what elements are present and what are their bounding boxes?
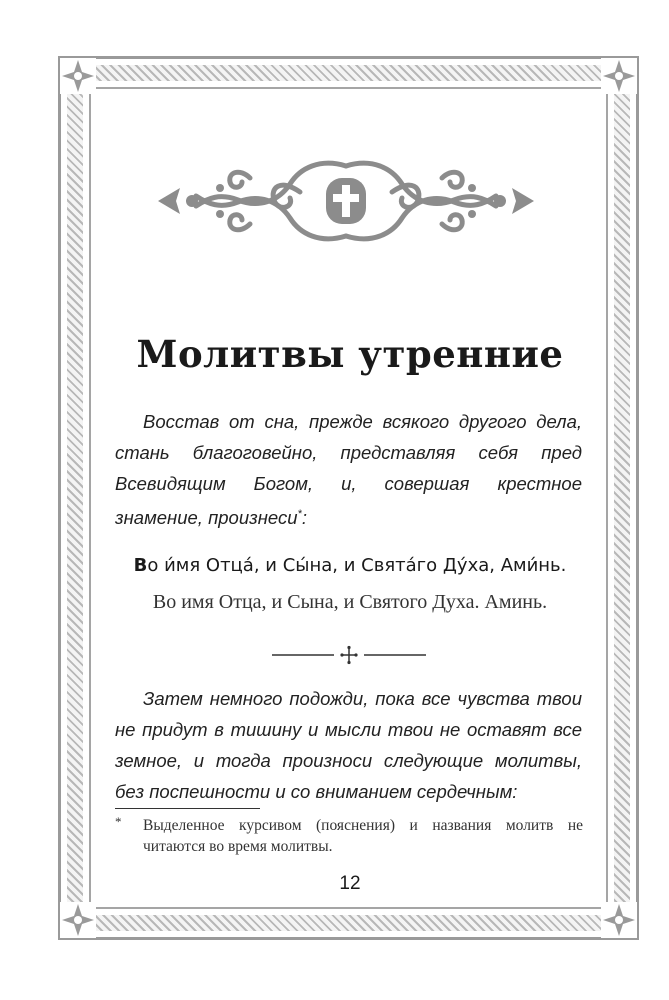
instruction-end: : bbox=[301, 507, 307, 529]
cross-divider-icon bbox=[268, 645, 430, 665]
corner-ornament-icon bbox=[599, 900, 639, 940]
ornamental-headpiece-icon bbox=[150, 148, 542, 254]
page-number: 12 bbox=[339, 873, 361, 894]
footnote-divider bbox=[115, 808, 260, 809]
footnote-reference: * bbox=[297, 508, 302, 520]
instruction-paragraph-2: Затем немного подожди, пока все чувства твои не придут в тишину и мысли твои не оставят все земное, и тогда произноси следующие молитвы, без поспешности и со вниманием сердечным: bbox=[115, 688, 582, 802]
prayer-church-slavonic bbox=[100, 555, 600, 576]
corner-ornament-icon bbox=[58, 900, 98, 940]
prayer-church-text: о и́мя Отца́, и Сы́на, и Свята́го Ду́ха, Ами́нь. bbox=[147, 555, 567, 576]
instruction-paragraph bbox=[115, 406, 582, 533]
instruction-text: Восстав от сна, прежде всякого другого дела, стань благоговейно, представляя себя пред Всевидящим Богом, и, совершая крестное знамение, произнеси bbox=[115, 411, 582, 529]
corner-ornament-icon bbox=[599, 56, 639, 96]
prayer-modern-russian: Во имя Отца, и Сына, и Святого Духа. Аминь. bbox=[152, 591, 548, 613]
corner-ornament-icon bbox=[58, 56, 98, 96]
prayer-initial-letter: В bbox=[133, 555, 148, 576]
page-title: Молитвы утренние bbox=[136, 332, 564, 376]
footnote-mark: * bbox=[115, 814, 122, 829]
footnote-text: Выделенное курсивом (пояснения) и названия молитв не читаются во время молитвы. bbox=[143, 817, 583, 855]
